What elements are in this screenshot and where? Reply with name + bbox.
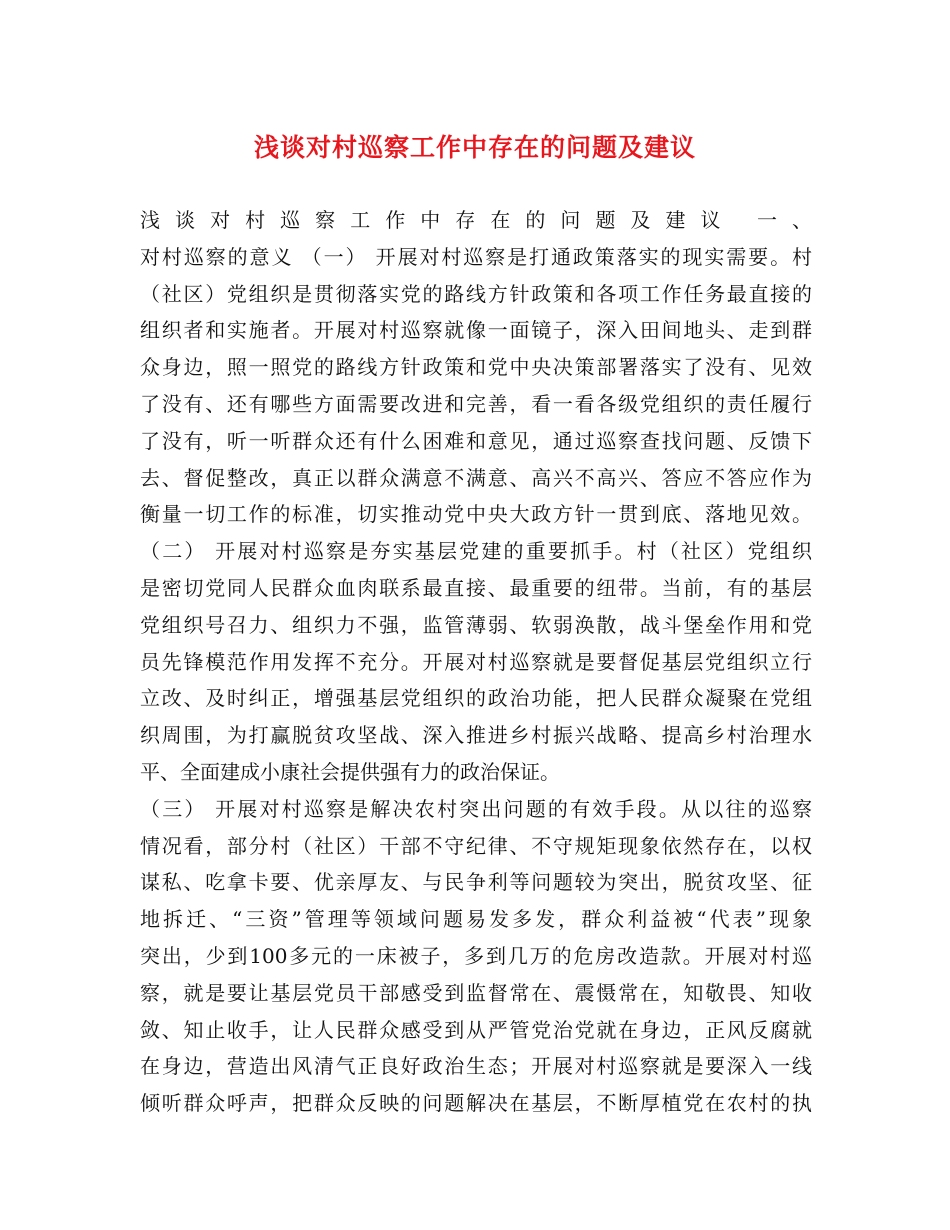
text-line: 组织者和实施者。开展对村巡察就像一面镜子，深入田间地头、走到群	[140, 318, 812, 343]
text-line: 浅谈对村巡察工作中存在的问题及建议 一、	[140, 208, 812, 232]
document-body	[140, 202, 812, 1122]
text-line: 在身边，营造出风清气正良好政治生态；开展对村巡察就是要深入一线	[140, 1054, 812, 1079]
text-line: 倾听群众呼声，把群众反映的问题解决在基层，不断厚植党在农村的执	[140, 1091, 812, 1116]
text-line: 党组织号召力、组织力不强，监管薄弱、软弱涣散，战斗堡垒作用和党	[140, 612, 812, 637]
text-line: （社区）党组织是贯彻落实党的路线方针政策和各项工作任务最直接的	[140, 281, 812, 306]
text-line: 平、全面建成小康社会提供强有力的政治保证。	[140, 759, 560, 784]
text-line: 织周围，为打赢脱贫攻坚战、深入推进乡村振兴战略、提高乡村治理水	[140, 723, 812, 748]
text-line: 是密切党同人民群众血肉联系最直接、最重要的纽带。当前，有的基层	[140, 575, 812, 600]
text-line: 对村巡察的意义 （一） 开展对村巡察是打通政策落实的现实需要。村	[140, 244, 812, 269]
text-line: 了没有，听一听群众还有什么困难和意见，通过巡察查找问题、反馈下	[140, 428, 812, 453]
text-line: 员先锋模范作用发挥不充分。开展对村巡察就是要督促基层党组织立行	[140, 649, 812, 674]
text-line: 立改、及时纠正，增强基层党组织的政治功能，把人民群众凝聚在党组	[140, 686, 812, 711]
text-line: 了没有、还有哪些方面需要改进和完善，看一看各级党组织的责任履行	[140, 391, 812, 416]
text-line: 众身边，照一照党的路线方针政策和党中央决策部署落实了没有、见效	[140, 355, 812, 380]
text-line: 情况看，部分村（社区）干部不守纪律、不守规矩现象依然存在，以权	[140, 833, 812, 858]
text-line: 谋私、吃拿卡要、优亲厚友、与民争利等问题较为突出，脱贫攻坚、征	[140, 870, 812, 895]
text-line: 衡量一切工作的标准，切实推动党中央大政方针一贯到底、落地见效。	[140, 502, 812, 527]
text-line: （二） 开展对村巡察是夯实基层党建的重要抓手。村（社区）党组织	[140, 539, 812, 564]
text-line: 突出，少到100多元的一床被子，多到几万的危房改造款。开展对村巡	[140, 943, 812, 968]
document-title: 浅谈对村巡察工作中存在的问题及建议	[253, 133, 696, 162]
text-line: 地拆迁、“三资”管理等领域问题易发多发，群众利益被“代表”现象	[140, 907, 812, 932]
text-line: （三） 开展对村巡察是解决农村突出问题的有效手段。从以往的巡察	[140, 796, 812, 821]
text-line: 察，就是要让基层党员干部感受到监督常在、震慑常在，知敬畏、知收	[140, 980, 812, 1005]
text-line: 敛、知止收手，让人民群众感受到从严管党治党就在身边，正风反腐就	[140, 1017, 812, 1042]
text-line: 去、督促整改，真正以群众满意不满意、高兴不高兴、答应不答应作为	[140, 465, 812, 490]
